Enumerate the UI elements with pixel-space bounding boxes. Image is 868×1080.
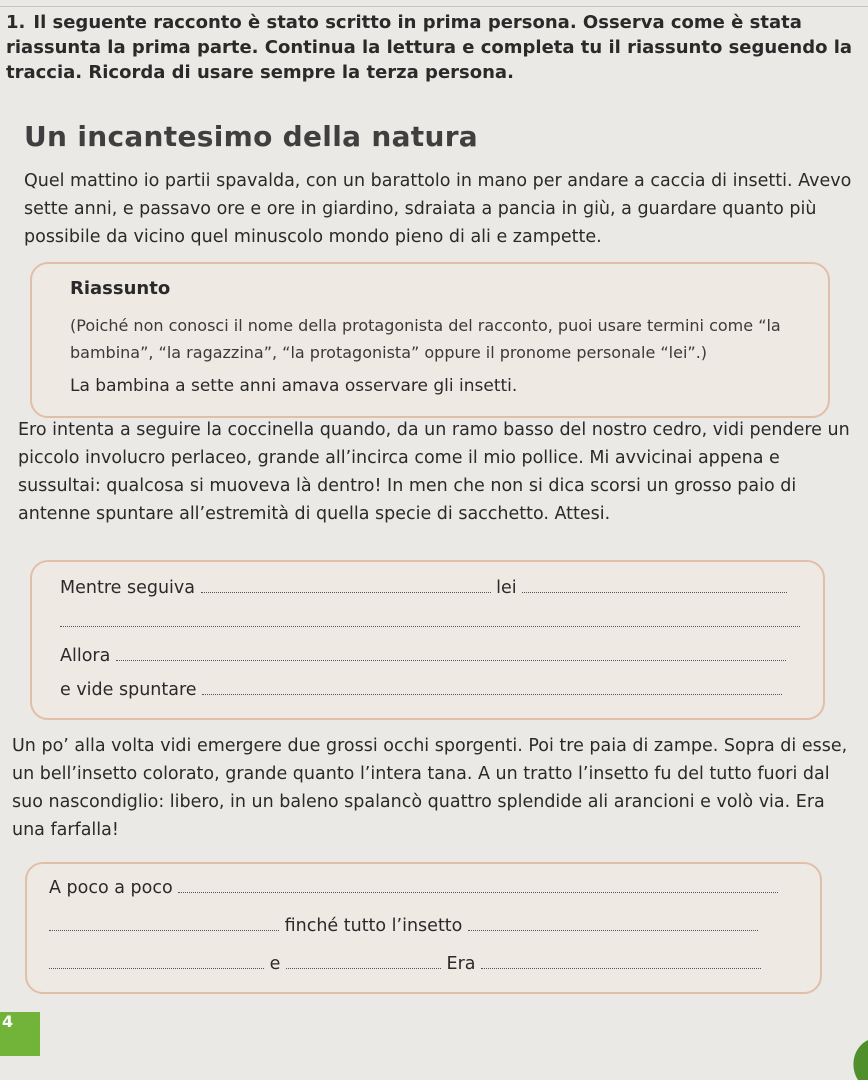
- prompt-word: finché tutto l’insetto: [284, 916, 463, 936]
- blank-line[interactable]: [201, 576, 491, 593]
- completion-row: [60, 642, 786, 670]
- exercise-number: 1.: [6, 12, 26, 33]
- completion-row: [49, 950, 761, 978]
- summary-text: La bambina a sette anni amava osservare gli insetti.: [70, 376, 518, 396]
- page-number-tab: [0, 1012, 40, 1056]
- prompt-word: Allora: [60, 646, 111, 666]
- blank-line[interactable]: [116, 644, 786, 661]
- top-rule: [0, 6, 868, 7]
- story-title: Un incantesimo della natura: [24, 120, 478, 153]
- completion-row: [60, 608, 800, 636]
- completion-row: [49, 912, 758, 940]
- blank-line[interactable]: [468, 914, 758, 931]
- blank-line[interactable]: [481, 952, 761, 969]
- blank-line[interactable]: [202, 678, 782, 695]
- story-paragraph-2: Ero intenta a seguire la coccinella quando, da un ramo basso del nostro cedro, vidi pendere un piccolo involucro perlaceo, grande all’incirca come il mio pollice. Mi avvicinai appena e sussultai: qualcosa si muoveva là dentro! In men che non si dica scorsi un grosso paio di antenne spuntare all’estremità di quella specie di sacchetto. Attesi.: [18, 420, 850, 524]
- prompt-word: e: [269, 954, 281, 974]
- prompt-word: Mentre seguiva: [60, 578, 195, 598]
- summary-title: Riassunto: [70, 278, 171, 299]
- completion-box-2: [25, 862, 822, 994]
- leaf-decoration-icon: [848, 1040, 868, 1080]
- page-number: 4: [2, 1012, 14, 1031]
- completion-row: [60, 676, 782, 704]
- prompt-word: Era: [446, 954, 476, 974]
- prompt-word: A poco a poco: [49, 878, 173, 898]
- blank-line[interactable]: [49, 914, 279, 931]
- completion-row: [60, 574, 787, 602]
- story-paragraph-1: Quel mattino io partii spavalda, con un barattolo in mano per andare a caccia di insetti. Avevo sette anni, e passavo ore e ore in giardino, sdraiata a pancia in giù, a guardare quanto più possibile da vicino quel minuscolo mondo pieno di ali e zampette.: [24, 171, 852, 247]
- story-paragraph-3: Un po’ alla volta vidi emergere due grossi occhi sporgenti. Poi tre paia di zampe. Sopra di esse, un bell’insetto colorato, grande quanto l’intera tana. A un tratto l’insetto fu del tutto fuori dal suo nascondiglio: libero, in un baleno spalancò quattro splendide ali arancioni e volò via. Era una farfalla!: [12, 736, 848, 840]
- prompt-word: e vide spuntare: [60, 680, 197, 700]
- summary-note: (Poiché non conosci il nome della protagonista del racconto, puoi usare termini come “la bambina”, “la ragazzina”, “la protagonista” oppure il pronome personale “lei”.): [70, 316, 781, 362]
- exercise-text: Il seguente racconto è stato scritto in prima persona. Osserva come è stata riassunta la prima parte. Continua la lettura e completa tu il riassunto seguendo la traccia. Ricorda di usare sempre la terza persona.: [6, 12, 853, 83]
- completion-row: [49, 874, 778, 902]
- blank-line[interactable]: [286, 952, 441, 969]
- blank-line[interactable]: [178, 876, 778, 893]
- blank-line[interactable]: [49, 952, 264, 969]
- summary-box: [30, 262, 830, 418]
- blank-line[interactable]: [60, 610, 800, 627]
- prompt-word: lei: [496, 578, 517, 598]
- blank-line[interactable]: [522, 576, 787, 593]
- exercise-instructions: [6, 10, 866, 85]
- completion-box-1: [30, 560, 825, 720]
